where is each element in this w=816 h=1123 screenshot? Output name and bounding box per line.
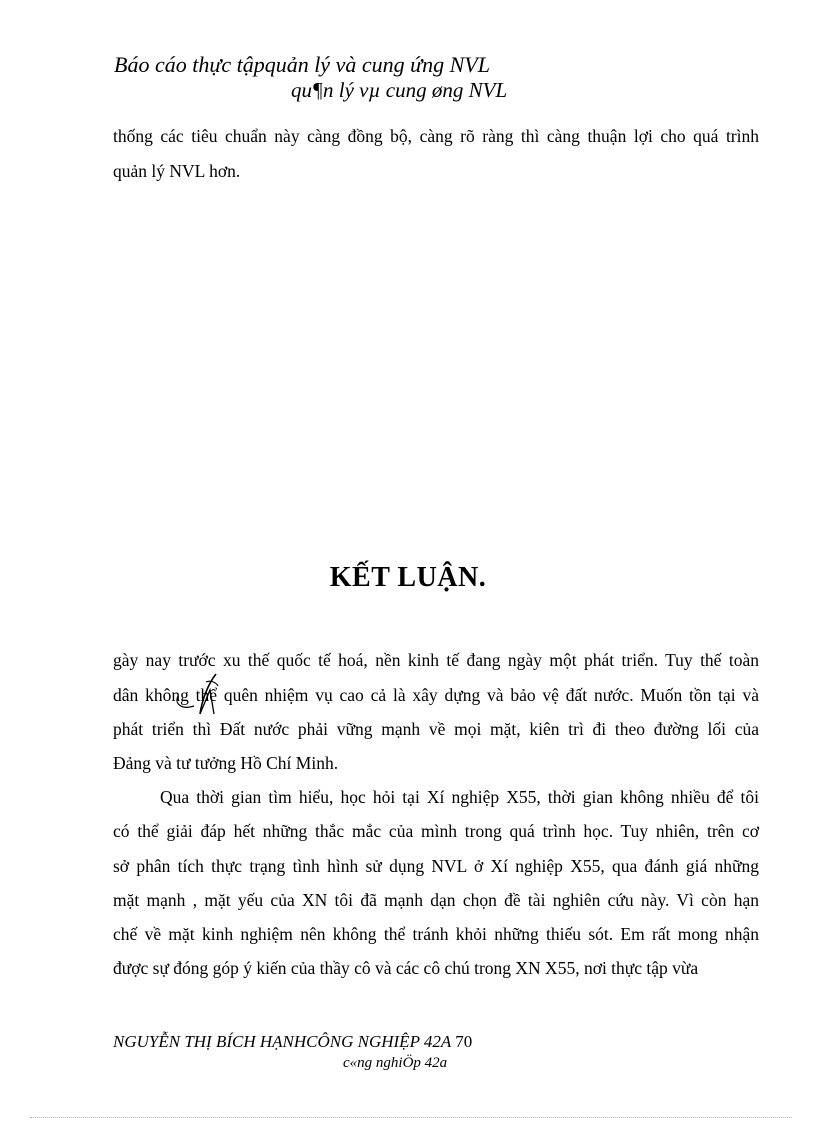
- page-bottom-border: [30, 1117, 792, 1118]
- paragraph-line: sở phân tích thực trạng tình hình sử dụng NVL ở Xí nghiệp X55, qua đánh giá những: [113, 856, 759, 876]
- running-footer: [113, 1032, 472, 1052]
- paragraph-line: Qua thời gian tìm hiểu, học hỏi tại Xí nghiệp X55, thời gian không nhiều để tôi: [160, 787, 759, 807]
- paragraph-line: quản lý NVL hơn.: [113, 161, 241, 181]
- paragraph-line: phát triển thì Đất nước phải vững mạnh về mọi mặt, kiên trì đi theo đường lối của: [113, 719, 759, 739]
- paragraph-line: có thể giải đáp hết những thắc mắc của mình trong quá trình học. Tuy nhiên, trên cơ: [113, 821, 759, 841]
- running-header: Báo cáo thực tậpquản lý và cung ứng NVL: [114, 52, 490, 77]
- section-title: KẾT LUẬN.: [329, 562, 487, 593]
- running-footer-encoded: c«ng nghiÖp 42a: [343, 1055, 448, 1071]
- paragraph-line: mặt mạnh , mặt yếu của XN tôi đã mạnh dạn chọn đề tài nghiên cứu này. Vì còn hạn: [113, 890, 759, 910]
- paragraph-line: thống các tiêu chuẩn này càng đồng bộ, càng rõ ràng thì càng thuận lợi cho quá trình: [113, 126, 759, 146]
- footer-author: NGUYỄN THỊ BÍCH HẠNHCÔNG NGHIỆP 42A: [113, 1032, 451, 1051]
- running-header-encoded: qu¶n lý vµ cung øng NVL: [291, 78, 508, 102]
- page-number: 70: [455, 1032, 473, 1051]
- paragraph-line: được sự đóng góp ý kiến của thầy cô và các cô chú trong XN X55, nơi thực tập vừa: [113, 958, 699, 978]
- paragraph-line: dân không thể quên nhiệm vụ cao cả là xây dựng và bảo vệ đất nước. Muốn tồn tại và: [113, 685, 759, 705]
- paragraph-line: gày nay trước xu thế quốc tế hoá, nền kinh tế đang ngày một phát triển. Tuy thế toàn: [113, 650, 759, 670]
- paragraph-line: Đảng và tư tưởng Hồ Chí Minh.: [113, 753, 339, 773]
- paragraph-line: chế về mặt kinh nghiệm nên không thể tránh khỏi những thiếu sót. Em rất mong nhận: [113, 924, 759, 944]
